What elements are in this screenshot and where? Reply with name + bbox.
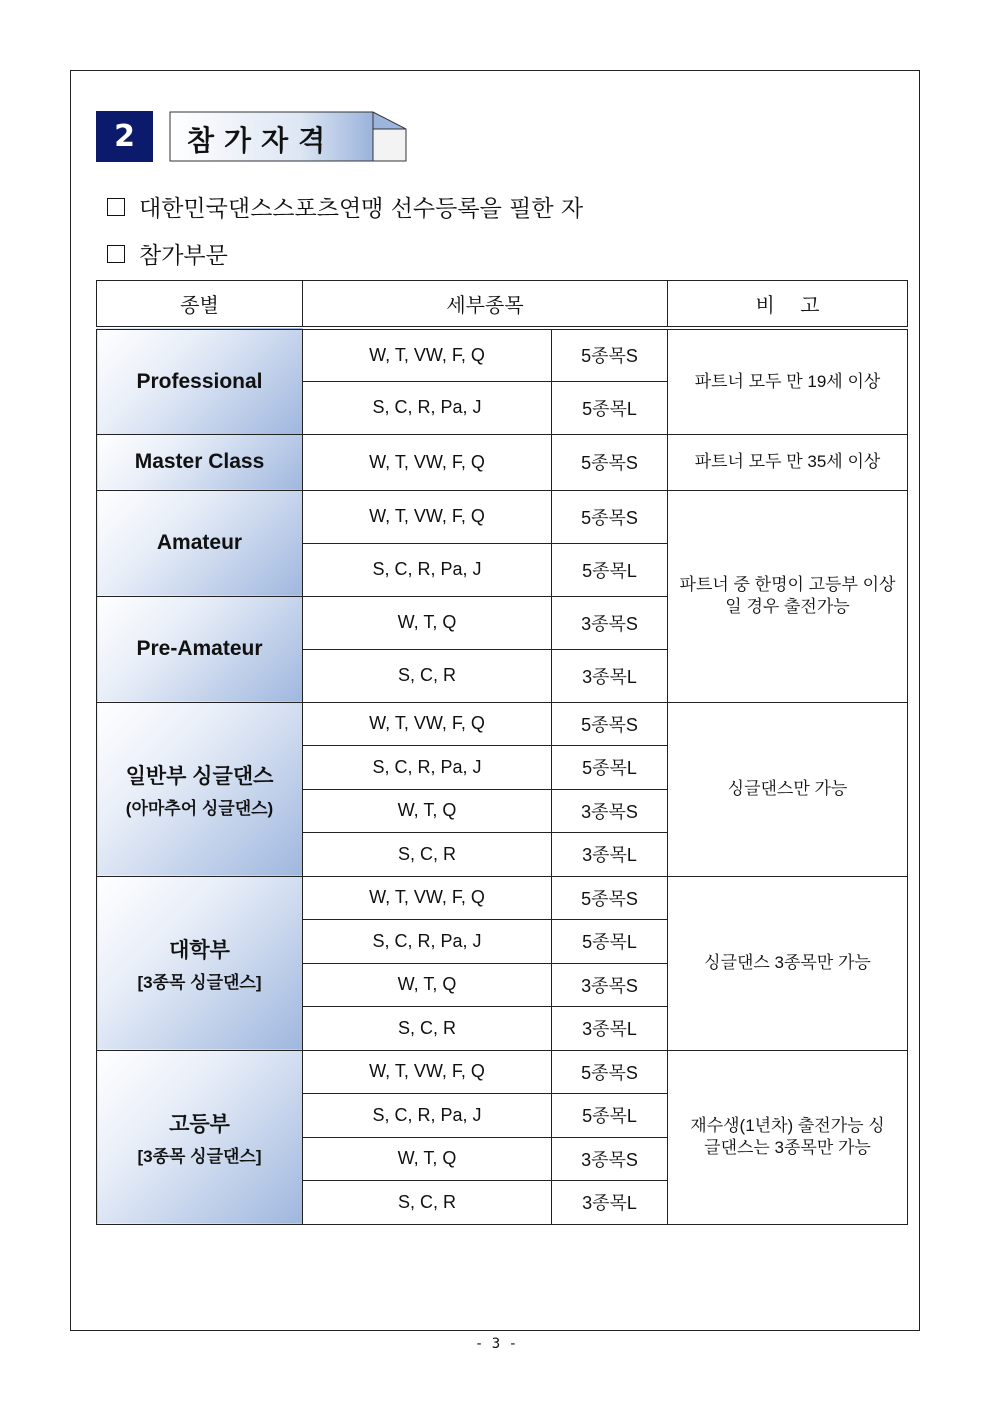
count-cell: 3종목S <box>552 789 668 833</box>
events-cell: S, C, R <box>303 833 552 877</box>
header-note: 비 고 <box>668 281 908 329</box>
events-cell: S, C, R <box>303 649 552 702</box>
count-cell: 3종목L <box>552 1181 668 1225</box>
category-cell: 고등부 [3종목 싱글댄스] <box>97 1050 303 1224</box>
events-cell: S, C, R <box>303 1007 552 1051</box>
count-cell: 5종목L <box>552 1094 668 1138</box>
events-cell: S, C, R, Pa, J <box>303 1094 552 1138</box>
table-row <box>97 876 908 920</box>
table-row <box>97 1050 908 1094</box>
category-cell: Professional <box>97 328 303 434</box>
category-cell: Amateur <box>97 490 303 596</box>
count-cell: 3종목L <box>552 1007 668 1051</box>
events-cell: S, C, R, Pa, J <box>303 746 552 790</box>
count-cell: 5종목L <box>552 543 668 596</box>
count-cell: 5종목S <box>552 876 668 920</box>
events-cell: W, T, VW, F, Q <box>303 702 552 746</box>
bullet-divisions <box>107 237 228 270</box>
events-cell: W, T, VW, F, Q <box>303 1050 552 1094</box>
events-cell: W, T, VW, F, Q <box>303 876 552 920</box>
events-cell: W, T, VW, F, Q <box>303 490 552 543</box>
count-cell: 5종목S <box>552 434 668 490</box>
count-cell: 3종목S <box>552 596 668 649</box>
count-cell: 3종목S <box>552 1137 668 1181</box>
table-row <box>97 434 908 490</box>
bullet-text: 대한민국댄스스포츠연맹 선수등록을 필한 자 <box>139 196 584 222</box>
note-cell: 파트너 모두 만 35세 이상 <box>668 434 908 490</box>
events-cell: W, T, Q <box>303 789 552 833</box>
count-cell: 5종목S <box>552 702 668 746</box>
events-cell: W, T, Q <box>303 1137 552 1181</box>
category-cell: 일반부 싱글댄스 (아마추어 싱글댄스) <box>97 702 303 876</box>
events-cell: S, C, R, Pa, J <box>303 920 552 964</box>
note-cell: 싱글댄스 3종목만 가능 <box>668 876 908 1050</box>
table-header-row <box>97 281 908 329</box>
bullet-registration <box>107 190 583 223</box>
category-cell: Pre-Amateur <box>97 596 303 702</box>
events-cell: W, T, VW, F, Q <box>303 434 552 490</box>
table-row <box>97 490 908 543</box>
note-cell: 파트너 모두 만 19세 이상 <box>668 328 908 434</box>
note-cell: 재수생(1년차) 출전가능 싱글댄스는 3종목만 가능 <box>668 1050 908 1224</box>
bullet-text: 참가부문 <box>139 243 228 269</box>
count-cell: 5종목L <box>552 746 668 790</box>
header-events: 세부종목 <box>303 281 668 329</box>
count-cell: 5종목L <box>552 920 668 964</box>
header-category: 종별 <box>97 281 303 329</box>
count-cell: 5종목S <box>552 328 668 381</box>
note-cell: 싱글댄스만 가능 <box>668 702 908 876</box>
events-cell: S, C, R, Pa, J <box>303 543 552 596</box>
page-number: - 3 - <box>474 1336 518 1352</box>
section-number: 2 <box>96 111 153 162</box>
section-title-text: 참가자격 <box>187 124 336 157</box>
events-cell: W, T, Q <box>303 596 552 649</box>
checkbox-square-icon <box>107 245 125 263</box>
note-cell: 파트너 중 한명이 고등부 이상일 경우 출전가능 <box>668 490 908 702</box>
table-row <box>97 702 908 746</box>
category-cell: Master Class <box>97 434 303 490</box>
count-cell: 5종목L <box>552 381 668 434</box>
count-cell: 5종목S <box>552 490 668 543</box>
events-cell: W, T, VW, F, Q <box>303 328 552 381</box>
table-row <box>97 328 908 381</box>
events-cell: W, T, Q <box>303 963 552 1007</box>
events-cell: S, C, R <box>303 1181 552 1225</box>
section-title-box <box>169 111 407 162</box>
checkbox-square-icon <box>107 198 125 216</box>
count-cell: 3종목S <box>552 963 668 1007</box>
count-cell: 3종목L <box>552 833 668 877</box>
events-cell: S, C, R, Pa, J <box>303 381 552 434</box>
category-cell: 대학부 [3종목 싱글댄스] <box>97 876 303 1050</box>
count-cell: 5종목S <box>552 1050 668 1094</box>
count-cell: 3종목L <box>552 649 668 702</box>
division-table <box>96 280 908 1225</box>
